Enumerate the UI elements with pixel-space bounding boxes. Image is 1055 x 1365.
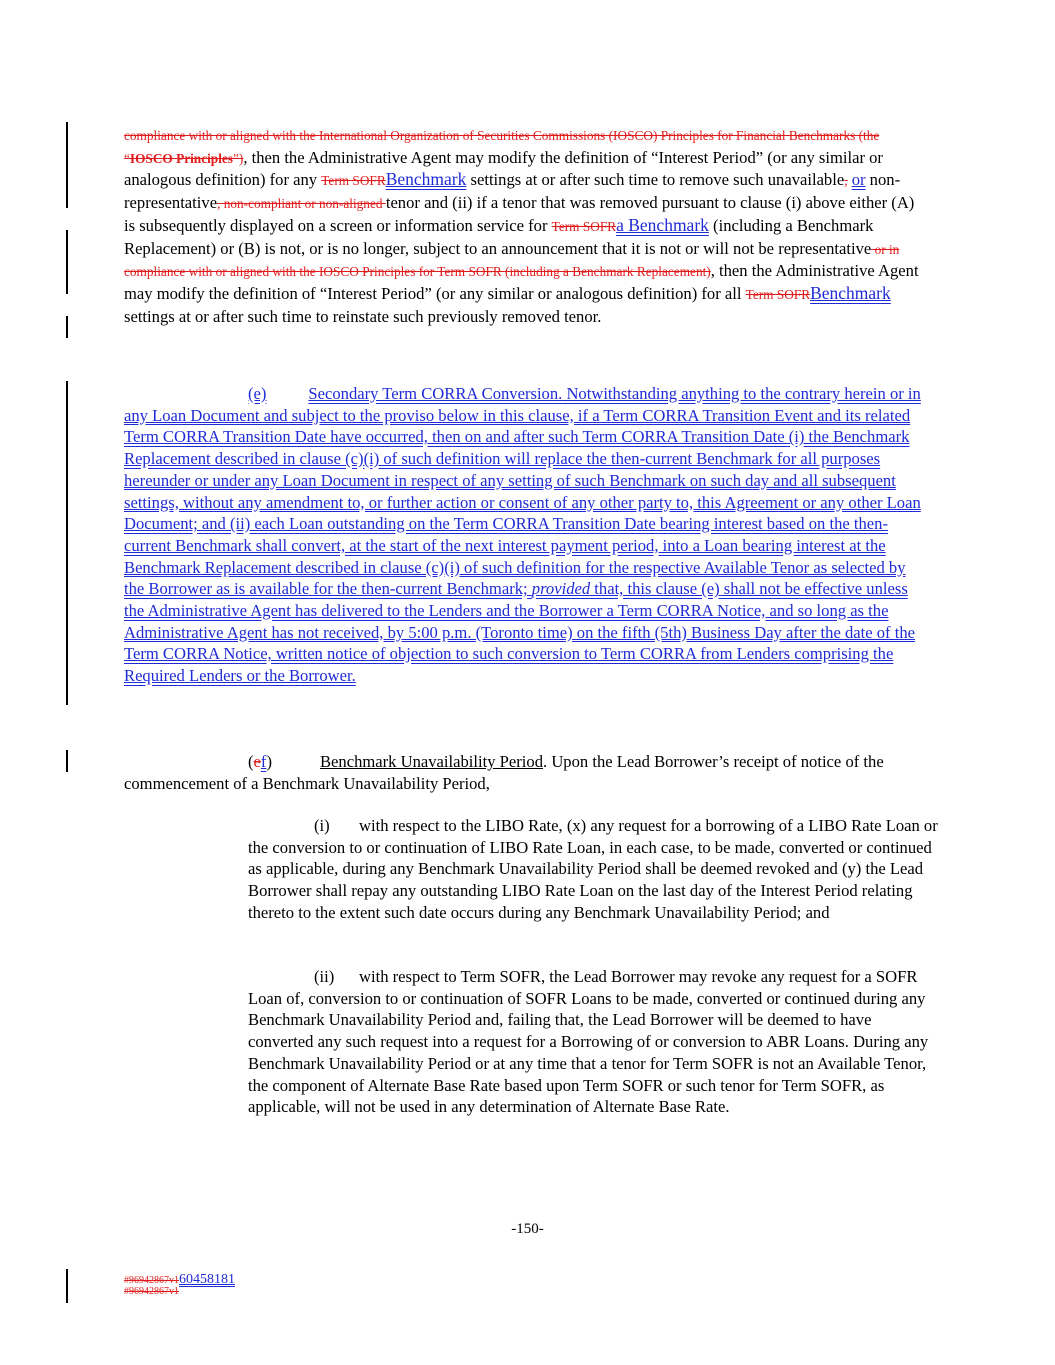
change-bar <box>66 1269 68 1303</box>
body-text: (including a Benchmark Replacement) or (B) is not, or is no longer, subject to an announcement that it is not or will not be representative <box>124 215 874 258</box>
paragraph-interest-period <box>124 124 924 327</box>
inserted-text: a Benchmark <box>616 214 709 235</box>
clause-heading: Secondary Term CORRA Conversion. <box>308 384 563 403</box>
change-bar <box>66 230 68 294</box>
subclause-text: with respect to Term SOFR, the Lead Borrower may revoke any request for a SOFR Loan of, conversion to or continuation of SOFR Loans to be made, converted or continued during any Benchmark Unavailability Period and, failing that, the Lead Borrower will be deemed to have converted any such request into a request for a Borrowing of or conversion to ABR Loans. During any Benchmark Unavailability Period or at any time that a tenor for Term SOFR is not an Available Tenor, the component of Alternate Base Rate based upon Term SOFR or such tenor for Term SOFR, as applicable, will not be used in any determination of Alternate Base Rate. <box>248 967 929 1117</box>
clause-label: (e) <box>248 384 267 403</box>
clause-body: that, this clause (e) shall not be effective unless the Administrative Agent has delivered to the Lenders and the Borrower a Term CORRA Notice, and so long as the Administrative Agent has not received, by 5:00 p.m. (Toronto time) on the fifth (5th) Business Day after the date of the Term CORRA Notice, written notice of objection to such conversion to Term CORRA from Lenders comprising the Required Lenders or the Borrower. <box>124 579 915 686</box>
deleted-text: Term SOFR <box>321 173 386 189</box>
body-text: non-representative <box>124 170 901 213</box>
body-text: settings at or after such time to remove such unavailable <box>466 170 845 190</box>
clause-label-close: ) <box>266 752 272 771</box>
deleted-text: ”) <box>232 150 244 166</box>
body-text: tenor and (ii) if a tenor that was removed pursuant to clause (i) above either (A) is subsequently displayed on a screen or information service for <box>124 193 915 235</box>
inserted-text: or <box>851 170 866 190</box>
change-bar <box>66 316 68 338</box>
clause-body: Notwithstanding anything to the contrary herein or in any Loan Document and subject to the proviso below in this clause, if a Term CORRA Transition Event and its related Term CORRA Transition Date have occurred, then on and after such Term CORRA Transition Date (i) the Benchmark Replacement described in clause (c)(i) of such definition will replace the then-current Benchmark for all purposes hereunder or under any Loan Document in respect of any setting of such Benchmark on such day and all subsequent settings, without any amendment to, or further action or consent of any other party to, this Agreement or any other Loan Document; and (ii) each Loan outstanding on the Term CORRA Transition Date bearing interest based on the then-current Benchmark shall convert, at the start of the next interest payment period, into a Loan bearing interest at the Benchmark Replacement described in clause (c)(i) of such definition for the respective Available Tenor as selected by the Borrower as is available for the then-current Benchmark; <box>124 384 921 599</box>
inserted-text: Benchmark <box>385 169 467 190</box>
body-text: , then the Administrative Agent may modify the definition of “Interest Period” (or any similar or analogous definition) for any <box>124 147 883 190</box>
deleted-letter: e <box>253 752 261 771</box>
page-number: -150- <box>511 1221 544 1237</box>
change-bar <box>66 750 68 772</box>
deleted-doc-id: #96942867v1 <box>124 1275 179 1286</box>
deleted-text: Term SOFR <box>551 218 617 234</box>
inserted-text: Benchmark <box>810 282 891 303</box>
subclause-i-libo-rate <box>248 815 938 924</box>
clause-body: . Upon the Lead Borrower’s receipt of notice of the commencement of a Benchmark Unavailability Period, <box>124 752 884 793</box>
inserted-letter: f <box>260 752 267 771</box>
deleted-text: , non-compliant or non-aligned <box>217 196 386 212</box>
subclause-text: with respect to the LIBO Rate, (x) any request for a borrowing of a LIBO Rate Loan or the conversion to or continuation of LIBO Rate Loan, in each case, to be made, converted or continued as applicable, during any Benchmark Unavailability Period shall be deemed revoked and (y) the Lead Borrower shall repay any outstanding LIBO Rate Loan on the last day of the Interest Period relating thereto to the extent such date occurs during any Benchmark Unavailability Period; and <box>248 816 938 922</box>
deleted-text: compliance with or aligned with the International Organization of Securities Commissions (IOSCO) Principles for Financial Benchmarks (the “ <box>124 128 880 166</box>
inserted-doc-id: 60458181 <box>179 1272 235 1287</box>
clause-label-open: ( <box>248 752 254 771</box>
deleted-text: or in compliance with or aligned with the IOSCO Principles for Term SOFR (including a Benchmark Replacement) <box>124 241 900 280</box>
provided-term: provided <box>531 579 591 599</box>
paragraph-f-benchmark-unavailability <box>124 751 924 794</box>
footer-doc-id <box>124 1274 235 1297</box>
change-bar <box>66 122 68 208</box>
deleted-text: Term SOFR <box>745 286 811 302</box>
body-text: settings at or after such time to reinstate such previously removed tenor. <box>124 306 602 326</box>
deleted-doc-id: #96942867v1 <box>124 1286 179 1297</box>
subclause-label: (ii) <box>314 967 335 986</box>
deleted-defined-term: IOSCO Principles <box>129 150 233 166</box>
subclause-ii-term-sofr <box>248 966 938 1118</box>
subclause-label: (i) <box>314 816 330 835</box>
clause-heading: Benchmark Unavailability Period <box>319 752 544 771</box>
deleted-text: , <box>844 173 848 189</box>
body-text: , then the Administrative Agent may modify the definition of “Interest Period” (or any similar or analogous definition) for all <box>124 261 919 303</box>
change-bar <box>66 381 68 705</box>
paragraph-e-secondary-term-corra <box>124 383 924 687</box>
